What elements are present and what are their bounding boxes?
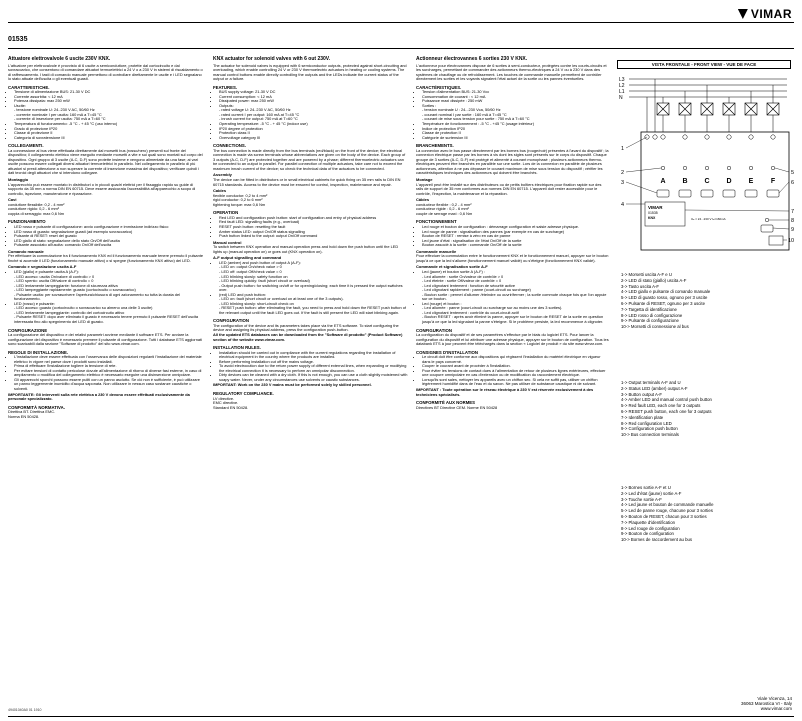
it-mont: L'apparecchio può essere montato in distributori o in piccoli quadri elettrici per il fissaggio rapido su guide di supporto da 35 mm a norma DIN EN 60715. Deve essere assicurata l'accessibilità all'apparecchio a scopo di controllo, ispezione, manutenzione e riparazione.: [8, 181, 196, 196]
list-item: - courant de mise sous tension pour sortie : 750 mA à T=60 °C: [422, 117, 609, 122]
led-a-icon: [661, 166, 665, 170]
list-item: - LED blinking quickly: fault (short circuit or overload): [219, 279, 408, 284]
list-item: • Pulsante associato all'uscita: comando On/Off dell'uscita: [14, 243, 203, 248]
list-item: - Led allumée : sortie On/valeur de contrôle > 0: [422, 275, 609, 280]
list-item: - LED blinking slowly: safety function on: [219, 275, 408, 280]
list-item: • Led (rouge) et bouton :: [422, 302, 609, 307]
it-importante: IMPORTANTE: Gli interventi sulla rete elettrica a 230 V devono essere effettuati esclusivamente da personale specializzato.: [8, 391, 190, 402]
list-item: - Led clignotant rapidement : panne (court-circuit ou surcharge): [422, 288, 609, 293]
list-item: • Potenza dissipata: max 250 mW: [14, 99, 203, 104]
legend-item: 4-> Led jaune et bouton de commande manuelle: [621, 502, 714, 508]
it-heading-man: Comando manuale: [8, 248, 44, 254]
fr-norm-0: Directives BT Directive CEM. Norme EN 50428: [416, 404, 498, 410]
it-heading-char: CARATTERISTICHE.: [8, 84, 50, 90]
en-heading-ass: Assembly: [213, 172, 232, 178]
output-label-f: F: [770, 178, 776, 185]
callout-2: 2: [621, 170, 625, 176]
fr-cab-1: conducteur rigide : 0,2 - 6 mm²: [416, 206, 469, 212]
plate-rating: Uₙ = 24...230 V Iₙ=160mA: [691, 217, 726, 221]
it-norm-0: Direttiva BT. Direttiva EMC.: [8, 409, 56, 415]
en-seg-b-sub: [213, 297, 408, 315]
list-item: - LED lampeggiante rapidamente: guasto (cortocircuito o sovraccarico): [14, 288, 203, 293]
list-item: - Led clignotant lentement : fonction de sécurité active: [422, 284, 609, 289]
list-item: - tension nominale U : 24...230 Vca, 50/60 Hz: [422, 108, 609, 113]
plate-code: 01535: [648, 211, 658, 215]
en-heading-conf: CONFIGURATION: [213, 318, 249, 324]
brand-name: VIMAR: [750, 7, 792, 21]
list-item: • LED rosso di guasto: segnalazione guasti (ad esempio sovraccarico): [14, 230, 203, 235]
vimar-logo-mark-icon: [738, 9, 748, 19]
list-item: - inrush current for output: 750 mA at T=60 °C: [219, 117, 408, 122]
line-label-l2: L2: [619, 83, 625, 89]
list-item: - tensione nominale U: 24..230 V AC, 50/60 Hz: [14, 108, 203, 113]
en-heading-feat: FEATURES.: [213, 84, 238, 90]
en-feat-list: [213, 90, 408, 108]
document-code: 49401040A0 01 1910: [8, 708, 42, 712]
en-ass: The device can be fitted in distributors or in small electrical cabinets for quick fixing on 35 mm rails to DIN EN 60715 standards. Access to the device must be ensured for control, inspection, maintenance and repair.: [213, 177, 401, 187]
it-heading-seg: Comando e segnalazione uscita A-F: [8, 264, 77, 270]
list-item: • Sorties :: [422, 104, 609, 109]
button-e-icon: [745, 190, 757, 197]
fr-mont: L'appareil peut être installé sur des distributeurs ou de petits boîtiers électriques pour fixation rapide sur des rails de support de 35 mm conformes aux normes DIN EN 60715. L'appareil doit rester accessible pour le contrôle, l'inspection, la maintenance et la réparation.: [416, 181, 602, 196]
fr-con-list: [416, 355, 609, 387]
output-label-c: C: [704, 178, 710, 185]
en-norm-0: LV directive.: [213, 395, 235, 401]
fr-man: Pour effectuer la commutation entre le fonctionnement KNX et le fonctionnement manuel, appuyer sur le bouton jusqu'à ce que la led s'allume (fonctionnement manuel validé) ou s'éteigne (fonctionnement KNX validé).: [416, 253, 609, 263]
callout-10: 10: [788, 238, 795, 244]
en-rul-list: [213, 351, 408, 383]
list-item: • LED giallo di stato: segnalazione dello stato On/Off dell'uscita: [14, 239, 203, 244]
en-man: To switch between KNX operation and manual operation press and hold down the push button until the LED lights up (manual operation on) or goes out (KNX operation on).: [213, 244, 399, 254]
wire: [663, 85, 773, 103]
legend-item: 5-> Red fault LED, each one for 3 outputs: [621, 403, 701, 409]
fr-bra: La connexion avec le bus passe directement par les bornes bus (rouge/noir) présentes à l'avant du dispositif ; la connexion électrique passe par les bornes à vis dont les sigles sont présents sur le corps du dispositif. Chaque groupe de 3 sorties (A-C, D-F) est protégé et alimenté à courant monophasé ; plusieurs actionneurs thermo-électriques peuvent être branchés en parallèle sur une sortie. Lors de la connexion en parallèle de plusieurs actionneurs, attention à ne pas dépasser le courant maximum de mise sous tension du dispositif ; vérifier les caractéristiques techniques des actionneurs qui doivent être branchés.: [416, 147, 609, 176]
fr-cab-0: conducteur flexible : 0,2 - 4 mm²: [416, 201, 472, 207]
led-c-icon: [705, 166, 709, 170]
list-item: • Classe di protezione II: [14, 131, 203, 136]
legend-italian: [621, 272, 793, 330]
front-view-diagram: [617, 70, 797, 265]
en-heading-man: Manual control: [213, 239, 242, 245]
code-rule: [8, 48, 794, 49]
en-op-list: [213, 216, 408, 239]
en-cab-0: flexible conductor: 0,2 to 4 mm²: [213, 192, 268, 198]
legend-item: 8-> Led rouge de configuration: [621, 525, 680, 531]
column-french: [416, 56, 609, 410]
list-item: - LED lentamente lampeggiante: controllo del cortocircuito attivo: [14, 311, 203, 316]
list-item: - LED on: fault (short circuit or overload on at least one of the 3 outputs).: [219, 297, 408, 302]
list-item: • Bouton de RESET : remise à zéro en cas de panne: [422, 234, 609, 239]
en-feat-list2: [213, 122, 408, 140]
it-norm-1: Norma EN 50428.: [8, 413, 40, 419]
led-d-icon: [727, 166, 731, 170]
callout-8: 8: [791, 218, 795, 224]
list-item: • Puissance maxi dissipée : 250 mW: [422, 99, 609, 104]
fr-fon-list: [416, 225, 609, 248]
en-norm-2: Standard EN 50428.: [213, 404, 249, 410]
legend-item: 2-> Status LED (amber) output A-F: [621, 385, 688, 391]
fr-conf: La configuration du dispositif et de ses paramètres s'effectue par le biais du logiciel ETS. Pour lancer la configuration du dispositif et lui attribuer une adresse physique, appuyer sur le bouton de configuration. Tous les databank ETS à jour peuvent être téléchargés dans la section « Logiciel de produit » du site www.vimar.com.: [416, 332, 609, 347]
callout-4: 4: [621, 202, 625, 208]
en-conf2: All the updated ETS databases can be downloaded from the "Software di prodotto" (Product Software) section of the website www.vimar.com.: [213, 332, 403, 342]
list-item: • Categoria di sovratensione III: [14, 136, 203, 141]
list-item: - Led éteinte : sortie Off/valeur de contrôle = 0: [422, 279, 609, 284]
legend-item: 7-> Identification plate: [621, 414, 664, 420]
legend-item: 4-> LED giallo e pulsante di comando manuale: [621, 289, 711, 295]
en-cab-2: tightening torque: max 0,6 Nm: [213, 201, 266, 207]
en-heading-conn: CONNECTIONS.: [213, 143, 246, 149]
en-heading-rul: INSTALLATION RULES.: [213, 345, 261, 351]
it-char-list2: [8, 122, 203, 140]
address-website: www.vimar.com: [760, 706, 792, 711]
list-item: - Pulsante uscita: per sovrascrivere l'apertura/chiusura di ogni azionamento su tutta la durata del funzionamento.: [14, 293, 203, 302]
it-funz-list: [8, 225, 203, 248]
callout-5: 5: [791, 170, 795, 176]
fr-heading-bra: BRANCHEMENTS.: [416, 143, 454, 149]
legend-item: 7-> Plaquette d'identification: [621, 519, 675, 525]
legend-item: 3-> Button output A-F: [621, 391, 662, 397]
it-intro: L'attuatore per elettrovalvole è provvisto di 6 uscite a semiconduttore, protette dal cortocircuito e dal sovraccarico, che consentono di comandare attuatori termoelettrici a 24 V o a 230 V in sistemi di riscaldamento o di raffrescamento. I tasti di comando manuale permettono di controllare direttamente le uscite e i LED segnalano lo stato attuale dell'uscita o gli eventuali guasti.: [8, 62, 203, 82]
it-conf: La configurazione del dispositivo e dei relativi parametri avviene mediante il software ETS. Per avviare la configurazione del dispositivo è necessario premere il pulsante di configurazione. Tutti i database ETS aggiornati sono scaricabili dalla sezione "Software di prodotto" del sito www.vimar.com.: [8, 332, 202, 347]
it-char-sublist: [8, 108, 203, 122]
en-title: KNX actuator for solenoid valves with 6 out 230V.: [213, 56, 331, 62]
it-title: Attuatore elettrovalvole 6 uscite 230V KNX.: [8, 56, 111, 62]
list-item: - Bouton sortie : permet d'allumer /éteindre ou ouvrir/fermer ; la sortie commute chaque fois que l'on appuie sur ce bouton.: [422, 293, 609, 302]
list-item: • LED (giallo) e pulsante uscita A (A-F):: [14, 270, 203, 275]
callout-6: 6: [791, 180, 795, 186]
list-item: • L'installazione deve essere effettuata con l'osservanza delle disposizioni regolanti l'installazione del materiale elettrico in vigore nel paese dove i prodotti sono installati.: [14, 355, 203, 364]
it-heading-conf: CONFIGURAZIONE: [8, 327, 48, 333]
en-heading-op: OPERATION: [213, 210, 239, 216]
list-item: • BUS supply voltage: 21-30 V DC: [219, 90, 408, 95]
list-item: • Push button linked to the output: output On/Off command: [219, 234, 408, 239]
list-item: • Dirty devices can be cleaned with a dry cloth. If this is not enough, you can use a cloth slightly moistened with soapy water. Never, under any circumstances use solvents or caustic substances.: [219, 373, 408, 382]
column-english: [213, 56, 408, 410]
output-label-b: B: [682, 178, 688, 185]
legend-item: 10-> Bornes de raccordement au bus: [621, 537, 693, 543]
config-button-icon: [761, 225, 773, 232]
list-item: • Classe de protection II: [422, 131, 609, 136]
fr-title: Actionneur électrovannes 6 sorties 230 V KNX.: [416, 56, 528, 62]
button-a-icon: [657, 190, 669, 197]
en-conf: The configuration of the device and its parameters takes place via the ETS software. To start configuring the device and assigning its physical address, press the configuration push-button.: [213, 322, 399, 333]
legend-item: 6-> RESET push button, each one for 3 outputs: [621, 408, 712, 414]
list-item: • Current consumption: < 12 mA: [219, 95, 408, 100]
terminal-icon: [705, 135, 709, 139]
list-item: • LED (amber) and push button of output A (A-F):: [219, 261, 408, 266]
en-feat-sublist: [213, 108, 408, 122]
legend-french: [621, 485, 793, 543]
callout-3: 3: [621, 180, 625, 186]
list-item: • Protection class II: [219, 131, 408, 136]
list-item: - rated voltage U: 24..230 V AC, 50/60 Hz: [219, 108, 408, 113]
fr-intro: L'actionneur pour électrovannes dispose de 6 sorties à semi-conducteur, protégées contre les courts-circuits et les surcharges, permettant de commander des actionneurs thermo-électriques à 24 V ou à 230 V dans des systèmes de chauffage ou de refroidissement. Les touches de commande manuelle permettent de contrôler directement les sorties et les voyants signalent l'état actuel de la sortie ou les pannes éventuelles.: [416, 62, 607, 82]
fr-car-list: [416, 90, 609, 108]
list-item: • Temperatura di funzionamento: -5 °C - + 45 °C (uso interno): [14, 122, 203, 127]
list-item: • Prima di effettuare l'installazione togliere la tensione di rete.: [14, 364, 203, 369]
column-italian: [8, 56, 203, 419]
address-city: 36063 Marostica VI - Italy: [740, 701, 792, 706]
list-item: - LED spento: uscita Off/valore di controllo = 0: [14, 279, 203, 284]
en-intro: The actuator for solenoid valves is equipped with 6 semiconductor outputs, protected against short-circuiting and overloading, which enable controlling 24 V or 230 V thermoelectric actuators in heating or cooling systems. The manual control buttons enable directly controlling the outputs and the LEDs indicate the current status of the output or a failure.: [213, 62, 407, 82]
list-item: - rated current I per output: 160 mA at T=45 °C: [219, 113, 408, 118]
list-item: - LED blinking slowly: short-circuit check on: [219, 302, 408, 307]
button-d-icon: [723, 190, 735, 197]
it-seg-b-sub: [8, 306, 203, 324]
list-item: • LED rosso e pulsante di configurazione: avvio configurazione e immissione indirizzo fisico: [14, 225, 203, 230]
list-item: • Led jaune d'état : signalisation de l'état On/Off de la sortie: [422, 239, 609, 244]
front-view-title: VISTA FRONTALE - FRONT VIEW - VUE DE FACE: [617, 60, 791, 69]
wire: [647, 79, 655, 132]
product-code: 01535: [8, 36, 28, 43]
supply-lines: [629, 79, 787, 97]
legend-item: 1-> Bornes sortie A-F et U: [621, 485, 671, 490]
legend-item: 10-> Bus connection terminals: [621, 432, 679, 438]
it-seg-a-sub: [8, 275, 203, 302]
fr-car-sublist: [416, 108, 609, 122]
fr-heading-conf: CONFIGURATION: [416, 327, 452, 333]
it-cavi-2: coppia di serraggio: max 0,6 Nm: [8, 210, 65, 216]
list-item: • Grado di protezione IP20: [14, 127, 203, 132]
legend-item: 4-> Amber LED and manual control push button: [621, 397, 712, 403]
terminal-icon: [727, 135, 731, 139]
list-item: • Overvoltage category III: [219, 136, 408, 141]
en-cab-1: rigid conductor: 0,2 to 6 mm²: [213, 197, 263, 203]
vimar-logo: [738, 7, 792, 21]
en-heading-cab: Cables: [213, 188, 227, 194]
fr-heading-car: CARACTÉRISTIQUES.: [416, 84, 462, 90]
en-heading-norm: REGULATORY COMPLIANCE.: [213, 391, 274, 396]
fr-heading-norm: CONFORMITÉ AUX NORMES: [416, 400, 476, 406]
list-item: • Installation should be carried out in compliance with the current regulations regarding the installation of electrical equipment in the country where the products are installed.: [219, 351, 408, 360]
list-item: - LED acceso: uscita On/valore di controllo > 0: [14, 275, 203, 280]
legend-item: 3-> Touche sortie A-F: [621, 496, 662, 502]
list-item: • Tension d'alimentation BUS: 21-30 Vcc: [422, 90, 609, 95]
list-item: - corrente nominale I per uscita: 160 mA a T=45 °C: [14, 113, 203, 118]
it-heading-funz: FUNZIONAMENTO: [8, 219, 46, 225]
legend-english: [621, 380, 793, 438]
list-item: - LED lentamente lampeggiante: funzione di sicurezza attiva: [14, 284, 203, 289]
terminal-icon: [771, 135, 775, 139]
fr-importante: IMPORTANT : Toute opération sur le réseau électrique à 230 V est réservée exclusivement à des techniciens spécialisés.: [416, 387, 594, 397]
list-item: • LED (rosso) e pulsante:: [14, 302, 203, 307]
it-cavi-1: conduttore rigido: 0,2 - 6 mm²: [8, 206, 60, 212]
button-c-icon: [701, 190, 713, 197]
line-label-l1: L1: [619, 89, 625, 95]
list-item: • IP20 degree of protection: [219, 127, 408, 132]
list-item: • Bouton associé à la sortie : commande On/Off de la sortie: [422, 243, 609, 248]
list-item: • Couper le courant avant de procéder à l'installation.: [422, 364, 609, 369]
it-heading-cavi: Cavi: [8, 197, 17, 203]
list-item: - LED on: output On/check value > 0: [219, 265, 408, 270]
list-item: • Uscite:: [14, 104, 203, 109]
list-item: - Led clignotant lentement : contrôle du court-circuit actif: [422, 311, 609, 316]
list-item: • Lorsqu'ils sont sales, nettoyer les appareils avec un chiffon sec. Si cela ne suffit pas, utiliser un chiffon légèrement humidifié dans de l'eau et du savon. Ne pas utiliser de substance caustique ni de solvant.: [422, 378, 609, 387]
list-item: • Operating temperature: -5 °C - + 45 °C (indoor use): [219, 122, 408, 127]
list-item: • Pulsante di RESET: reset del guasto: [14, 234, 203, 239]
company-address: [741, 696, 792, 711]
callout-1: 1: [621, 146, 625, 152]
en-conn: The bus connection is made directly from the bus terminals (red/black) on the front of the device; the electrical connection is made via screw terminals whose abbreviations are given on the body of the device. Each group of 3 outputs (A-C, D-F) are protected together and are powered by a phase; different thermoelectric actuators can be connected to an output in parallel. For parallel connection of multiple actuators, take care not to exceed the maximum inrush current of the device; so check the technical data of the actuators to be connected.: [213, 147, 406, 171]
output-label-a: A: [660, 178, 666, 185]
fr-heading-cab: Câbles: [416, 197, 430, 203]
it-heading-reg: REGOLE DI INSTALLAZIONE.: [8, 349, 69, 355]
terminal-icon: [683, 135, 687, 139]
en-importante: IMPORTANT: Work on the 230 V mains must be performed solely by skilled personnel.: [213, 382, 372, 388]
it-man: Per effettuare la commutazione tra il funzionamento KNX ed il funzionamento manuale tenere premuto il pulsante finché si accende il LED (funzionamento manuale attivo) o si spegne (funzionamento KNX attivo) del LED.: [8, 253, 204, 263]
fr-seg-a-sub: [416, 275, 609, 302]
fr-heading-con: CONSIGNES D'INSTALLATION: [416, 349, 478, 355]
en-seg-a-sub: [213, 265, 408, 292]
bottom-rule: [8, 716, 794, 717]
led-b-icon: [683, 166, 687, 170]
legend-item: 6-> Pulsante di RESET, ognuno per 3 uscite: [621, 300, 705, 306]
list-item: • Red fault LED: signalling faults (e.g., overload): [219, 220, 408, 225]
list-item: • Corrente assorbita: < 12 mA: [14, 95, 203, 100]
list-item: • Led rouge de panne : signalisation des pannes (par exemple en cas de surcharge): [422, 230, 609, 235]
legend-item: 1-> Output terminals A-F and U: [621, 380, 681, 385]
line-label-n: N: [619, 95, 623, 101]
config-led-icon: [765, 218, 769, 222]
list-item: - Bouton RESET : après avoir éliminé la panne, appuyer sur le bouton de RESET de la sortie en question jusqu'à ce que la led signalant la panne s'éteigne. Si le problème persiste, la led recommence à clignoter.: [422, 315, 609, 324]
output-label-e: E: [748, 178, 754, 185]
address-street: Viale Vicenza, 14: [757, 696, 792, 701]
fr-heading-fon: FONCTIONNEMENT: [416, 219, 457, 225]
list-item: • Led rouge et bouton de configuration : démarrage configuration et saisie adresse physique.: [422, 225, 609, 230]
valve-actuators: [657, 103, 779, 115]
legend-item: 3-> Tasto uscita A-F: [621, 283, 660, 289]
list-item: - LED off: output Off/check value = 0: [219, 270, 408, 275]
it-cavi-0: conduttore flessibile: 0,2 - 4 mm²: [8, 201, 65, 207]
button-f-icon: [767, 190, 779, 197]
led-f-icon: [771, 166, 775, 170]
legend-item: 5-> Led de panne rouge, chacune pour 3 sorties: [621, 508, 713, 514]
it-reg-list: [8, 355, 203, 391]
fr-seg-b-sub: [416, 306, 609, 324]
top-rule: [8, 22, 794, 23]
plate-knx: KNX: [648, 216, 656, 220]
list-item: - RESET push button: after eliminating the fault, you need to press and hold down the RESET push button of the relevant output until the fault LED goes out. If the fault is still present the LED will start blinking again.: [219, 306, 408, 315]
list-item: - LED acceso: guasto (cortocircuito o sovraccarico su almeno una delle 3 uscite): [14, 306, 203, 311]
list-item: • Per evitare tensioni di contatto pericolose dovute all'alimentazione di ritorno di diverse fasi esterne, in caso di ampliamento o modifica del collegamento elettrico è necessario eseguire una disinserzione onnipolare.: [14, 369, 203, 378]
en-norm-1: EMC directive.: [213, 400, 239, 406]
list-item: • Red LED and configuration push button: start of configuration and entry of physical address: [219, 216, 408, 221]
list-item: • Led (jaune) et bouton sortie A (A-F) :: [422, 270, 609, 275]
legend-item: 2-> LED di stato (giallo) uscita A-F: [621, 277, 687, 283]
list-item: • Dissipated power: max 250 mW: [219, 99, 408, 104]
wire: [663, 115, 773, 132]
plate-brand: VIMAR: [648, 205, 663, 210]
fr-car-list2: [416, 122, 609, 140]
terminal-icon: [749, 135, 753, 139]
list-item: • Before performing installation cut off the mains voltage.: [219, 360, 408, 365]
list-item: • Amber status LED: output On/Off status signalling: [219, 230, 408, 235]
legend-item: 8-> Red configuration LED: [621, 420, 672, 426]
legend-item: 1-> Morsetti uscita A-F e U: [621, 272, 672, 277]
list-item: • Tensione di alimentazione BUS: 21-30 V DC: [14, 90, 203, 95]
fr-heading-man: Commande manuelle: [416, 248, 457, 254]
list-item: - courant nominal I par sortie : 160 mA à T=45 °C: [422, 113, 609, 118]
it-heading-norm: CONFORMITÀ NORMATIVA.: [8, 404, 65, 410]
list-item: • Température de fonctionnement : -5 °C - +45 °C (usage intérieur): [422, 122, 609, 127]
legend-item: 2-> Led d'état (jaune) sortie A-F: [621, 490, 682, 496]
legend-item: 7-> Targetta di identificazione: [621, 306, 677, 312]
terminal-icon: [653, 135, 657, 139]
line-label-l3: L3: [619, 77, 625, 83]
legend-item: 9-> Pulsante di configurazione: [621, 318, 679, 324]
legend-item: 9-> Configuration push button: [621, 426, 678, 432]
list-item: - Pulsante RESET: dopo aver eliminato il guasto è necessario tenere premuto il pulsante RESET dell'uscita interessata fino allo spegnimento del LED di guasto.: [14, 315, 203, 324]
legend-item: 5-> LED di guasto rosso, ognuno per 3 uscite: [621, 295, 708, 301]
list-item: • RESET push button: resetting the fault: [219, 225, 408, 230]
callout-7: 7: [791, 209, 795, 215]
list-item: - corrente di inserzione per uscita: 750 mA a T=60 °C: [14, 117, 203, 122]
output-label-d: D: [726, 178, 732, 185]
list-item: • Catégorie de surtension III: [422, 136, 609, 141]
terminal-icon: [661, 135, 665, 139]
it-heading-coll: COLLEGAMENTI.: [8, 143, 44, 149]
list-item: • Gli apparecchi sporchi possono essere puliti con un panno asciutto. Se ciò non è sufficiente, è può utilizzare un panno leggermente inumidito d'acqua saponata. Non utilizzare in nessun caso sostanze caustiche o solventi.: [14, 378, 203, 392]
list-item: • (red) LED and push button:: [219, 293, 408, 298]
legend-item: 10-> Morsetti di connessione al bus: [621, 324, 689, 330]
list-item: • Consommation de courant : < 12 mA: [422, 95, 609, 100]
bus-terminal-icon: [769, 236, 783, 245]
legend-item: 6-> Bouton de RESET, chacun pour 3 sorties: [621, 513, 707, 519]
list-item: • To avoid electrocution due to the return power supply of different external lines, when expanding or modifying the electrical connection it is necessary to perform an omnipolar disconnection.: [219, 364, 408, 373]
callout-9: 9: [791, 227, 795, 233]
button-b-icon: [679, 190, 691, 197]
it-coll: La connessione al bus viene effettuata direttamente dal morsetti bus (rosso/nero) presenti sul fronte del dispositivo; il collegamento elettrico viene eseguito mediante morsetti a vite e sui quali sono montati sul corpo del dispositivo. Ogni gruppo di 3 uscite (A-C, D-F) sono protette insieme e vengono alimentate da una fase; ai vari uscite possono essere collegati diversi attuatori termoelettrici in parallelo. Nel collegamento in parallelo di più attuatori si presti attenzione a non superare la corrente di inserzione massima del dispositivo; verificare quindi i dati tecnici degli attuatori che si intendono collegare.: [8, 147, 203, 176]
fr-heading-seg: Commande et signalisation sortie A-F: [416, 264, 488, 270]
led-e-icon: [749, 166, 753, 170]
en-heading-seg: A-F output signalling and command: [213, 255, 282, 261]
list-item: • Pour éviter les tensions de contact dues à l'alimentation de retour de plusieurs lignes extérieures, effectuer une coupure omnipolaire en cas d'extension ou de modification du raccordement électrique.: [422, 369, 609, 378]
fr-heading-mont: Montage: [416, 176, 433, 182]
legend-item: 9-> Bouton de configuration: [621, 531, 674, 537]
it-char-list: [8, 90, 203, 108]
list-item: - Led allumée : panne (court-circuit ou surcharge sur au moins une des 3 sorties).: [422, 306, 609, 311]
list-item: • Outputs:: [219, 104, 408, 109]
list-item: • Indice de protection IP20: [422, 127, 609, 132]
list-item: • Le circuit doit être conforme aux dispositions qui régissent l'installation du matériel électrique en vigueur dans le pays concerné.: [422, 355, 609, 364]
it-heading-mont: Montaggio: [8, 176, 29, 182]
list-item: - Output push button: for switching on/off or for opening/closing; each time it is pressed the output switches over.: [219, 284, 408, 293]
legend-item: 8-> LED rosso di configurazione: [621, 312, 683, 318]
fr-cab-2: couple de serrage maxi : 0,6 Nm: [416, 210, 473, 216]
